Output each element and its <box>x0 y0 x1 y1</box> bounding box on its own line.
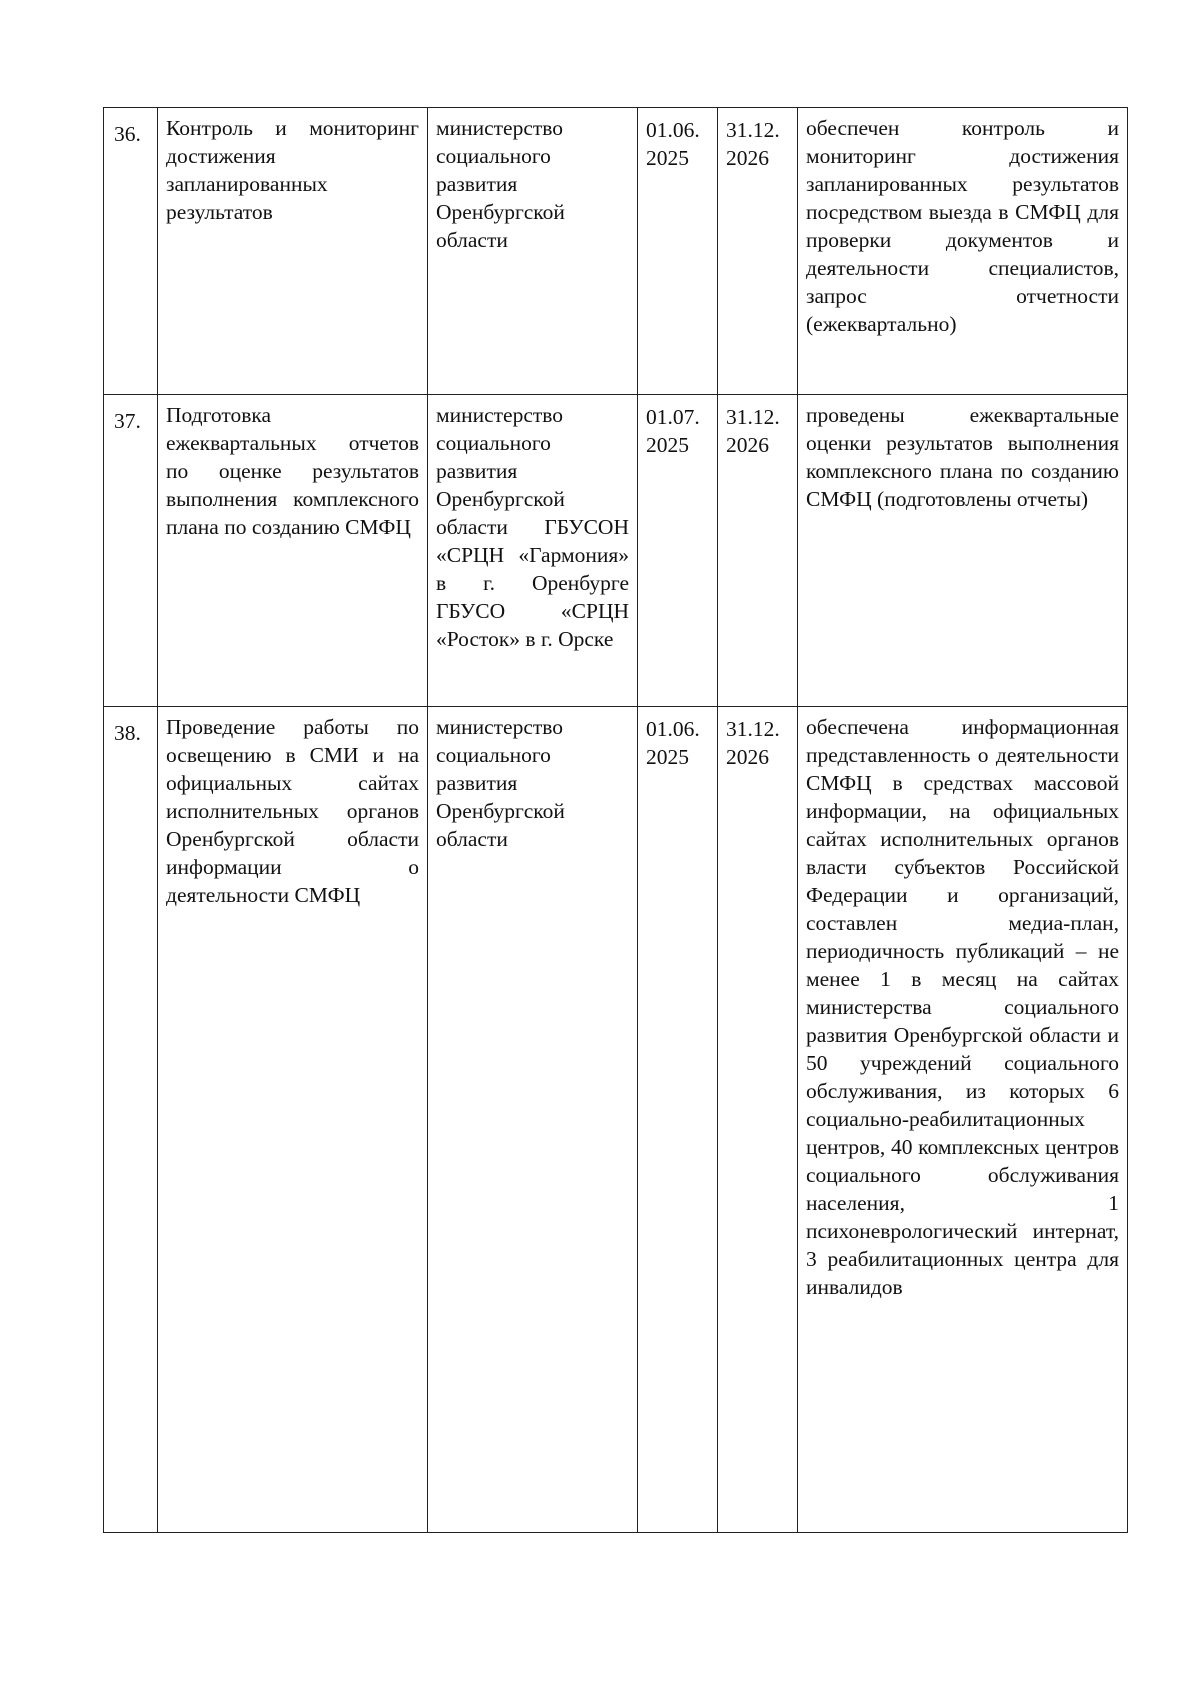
end-date-cell: 31.12. 2026 <box>718 108 798 395</box>
row-number: 36. <box>104 108 158 395</box>
row-number: 38. <box>104 707 158 1533</box>
table-row <box>104 108 1128 395</box>
start-date-cell: 01.06. 2025 <box>638 108 718 395</box>
action-cell: Подготовка ежеквартальных отчетов по оценке результатов выполнения комплексного плана по созданию СМФЦ <box>158 395 428 707</box>
action-cell: Проведение работы по освещению в СМИ и на официальных сайтах исполнительных органов Оренбургской области информации о деятельности СМФЦ <box>158 707 428 1533</box>
result-cell: обеспечена информационная представленность о деятельности СМФЦ в средствах массовой информации, на официальных сайтах исполнительных органов власти субъектов Российской Федерации и организаций, составлен медиа-план, периодичность публикаций – не менее 1 в месяц на сайтах министерства социального развития Оренбургской области и 50 учреждений социального обслуживания, из которых 6 социально-реабилитационных центров, 40 комплексных центров социального обслуживания населения, 1 психоневрологический интернат, 3 реабилитационных центра для инвалидов <box>798 707 1128 1533</box>
result-cell: проведены ежеквартальные оценки результатов выполнения комплексного плана по созданию СМФЦ (подготовлены отчеты) <box>798 395 1128 707</box>
end-date-cell: 31.12. 2026 <box>718 707 798 1533</box>
executor-cell: министерство социального развития Оренбургской области <box>428 108 638 395</box>
plan-table <box>103 107 1128 1533</box>
row-number: 37. <box>104 395 158 707</box>
result-cell: обеспечен контроль и мониторинг достижения запланированных результатов посредством выезда в СМФЦ для проверки документов и деятельности специалистов, запрос отчетности (ежеквартально) <box>798 108 1128 395</box>
start-date-cell: 01.07. 2025 <box>638 395 718 707</box>
executor-cell: министерство социального развития Оренбургской области <box>428 707 638 1533</box>
action-cell: Контроль и мониторинг достижения запланированных результатов <box>158 108 428 395</box>
start-date-cell: 01.06. 2025 <box>638 707 718 1533</box>
table-row <box>104 395 1128 707</box>
table-row <box>104 707 1128 1533</box>
executor-cell: министерство социального развития Оренбургской области ГБУСОН «СРЦН «Гармония» в г. Оренбурге ГБУСО «СРЦН «Росток» в г. Орске <box>428 395 638 707</box>
end-date-cell: 31.12. 2026 <box>718 395 798 707</box>
